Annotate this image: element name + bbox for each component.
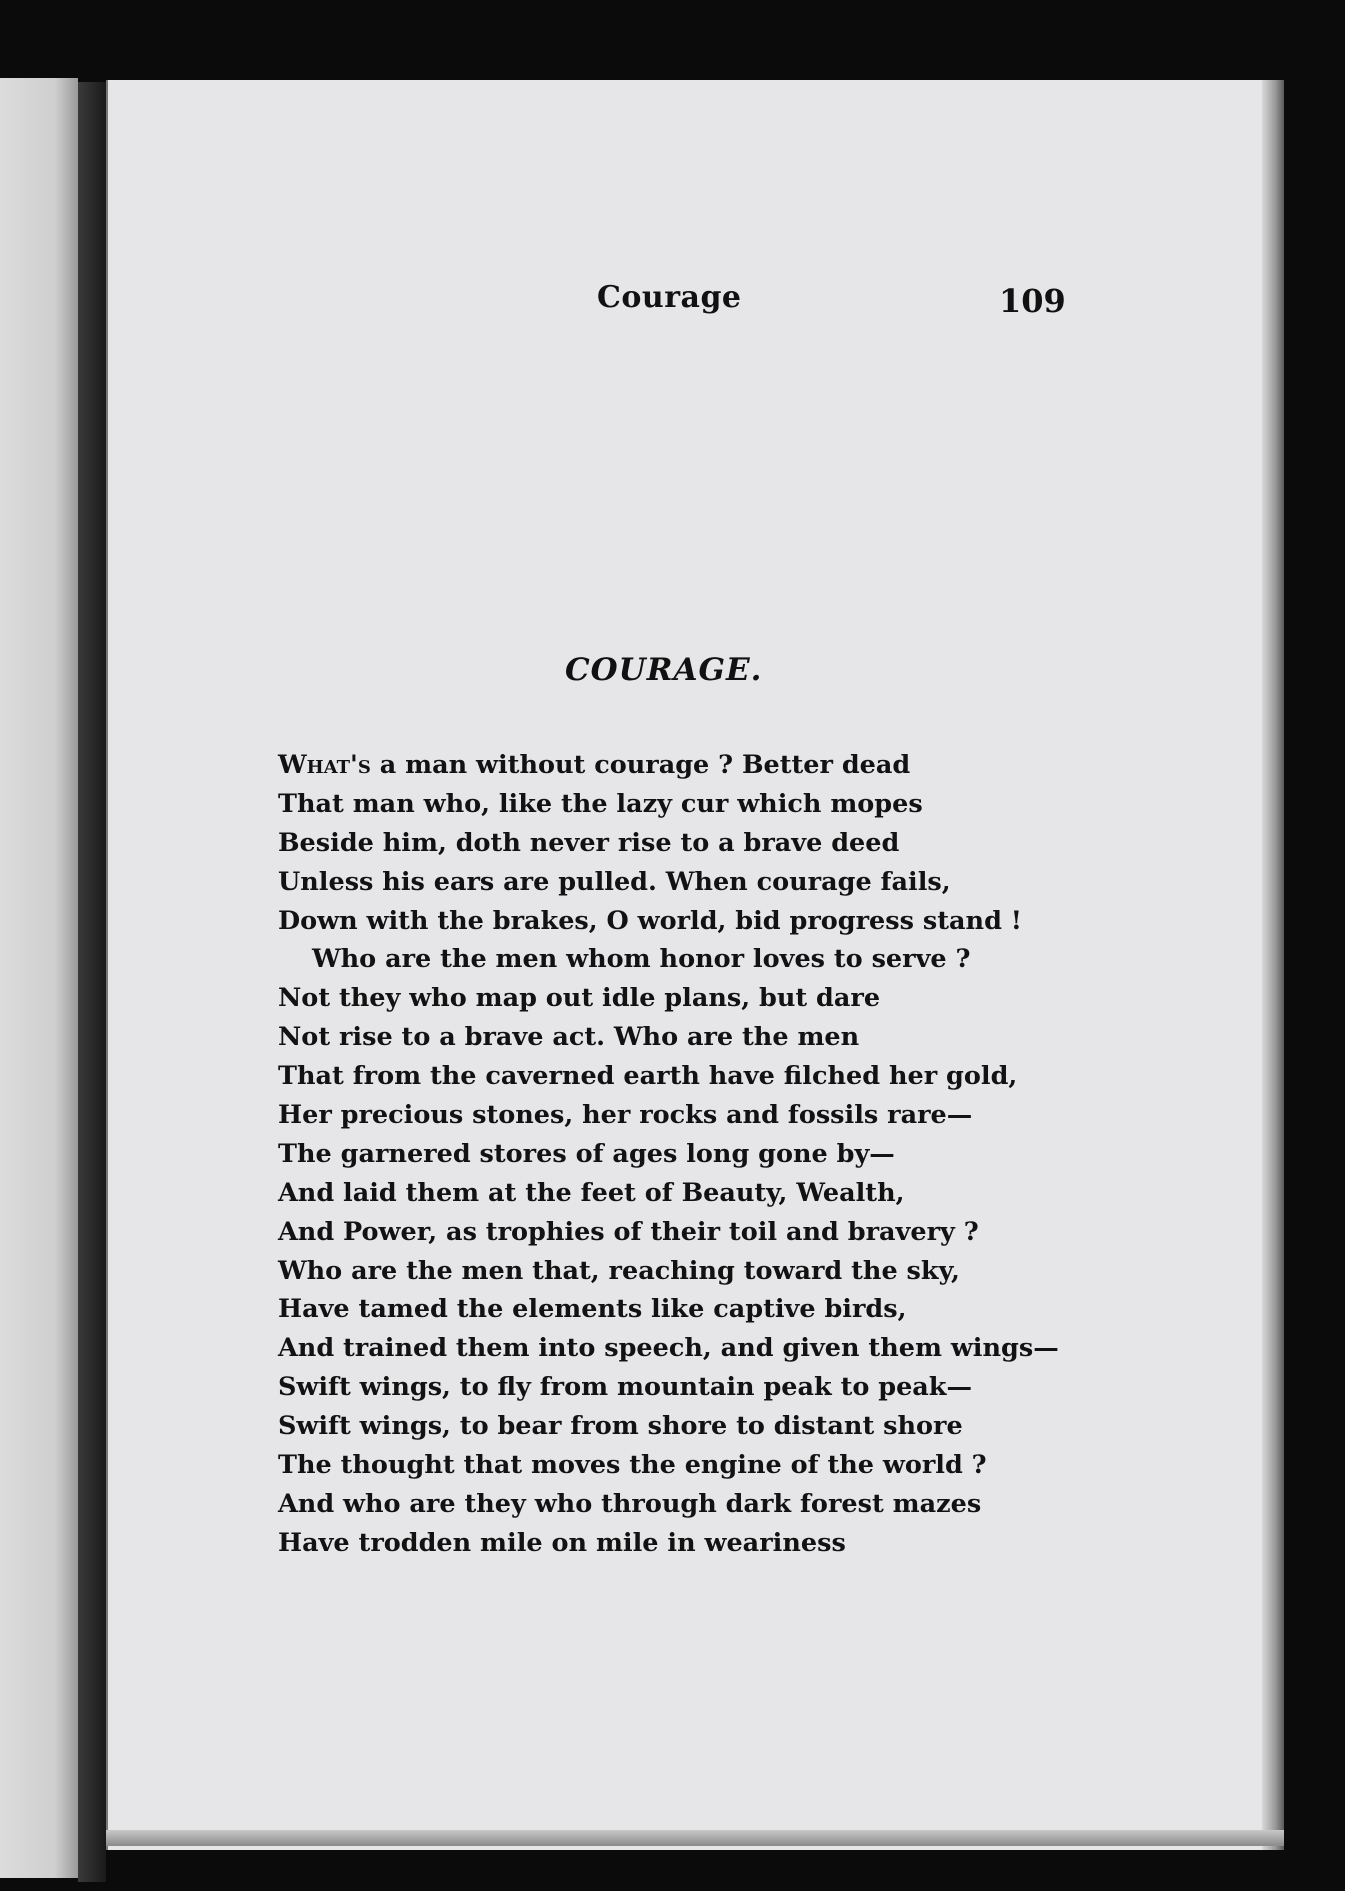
poem-line: Swift wings, to bear from shore to distant shore [278, 1411, 963, 1442]
poem-first-word: What's [278, 750, 371, 780]
page-bottom-edge [106, 1830, 1284, 1846]
poem-line [278, 746, 1038, 785]
poem-line: Swift wings, to fly from mountain peak to peak— [278, 1372, 972, 1403]
poem-line: And who are they who through dark forest mazes [278, 1488, 982, 1519]
poem-line: Have tamed the elements like captive birds, [278, 1294, 907, 1325]
poem-line: Down with the brakes, O world, bid progress stand ! [278, 905, 1022, 936]
page-right-edge [1262, 80, 1284, 1850]
poem-first-line-rest: a man without courage ? Better dead [370, 750, 911, 780]
poem-line: Not rise to a brave act. Who are the men [278, 1022, 860, 1053]
poem-line: Not they who map out idle plans, but dare [278, 983, 881, 1014]
poem-line: And trained them into speech, and given them wings— [278, 1333, 1059, 1364]
poem-body [278, 746, 1059, 1563]
poem-line: Her precious stones, her rocks and fossils rare— [278, 1100, 973, 1131]
poem-line: Who are the men whom honor loves to serve ? [312, 944, 971, 975]
poem-line: The garnered stores of ages long gone by— [278, 1138, 895, 1169]
poem-line: That from the caverned earth have filched her gold, [278, 1061, 1018, 1092]
poem-line: Have trodden mile on mile in weariness [278, 1527, 846, 1558]
poem-line: That man who, like the lazy cur which mopes [278, 788, 923, 819]
book-gutter [78, 82, 106, 1882]
running-title: Courage [597, 280, 742, 315]
poem-line: The thought that moves the engine of the world ? [278, 1450, 987, 1481]
poem-title: COURAGE. [565, 652, 763, 688]
poem-line: Beside him, doth never rise to a brave deed [278, 827, 900, 858]
poem-line: Who are the men that, reaching toward the sky, [278, 1255, 960, 1286]
poem-line: And laid them at the feet of Beauty, Wealth, [278, 1177, 905, 1208]
poem-line: And Power, as trophies of their toil and bravery ? [278, 1216, 979, 1247]
facing-page-edge [0, 78, 78, 1878]
page-number: 109 [999, 282, 1066, 320]
poem-line: Unless his ears are pulled. When courage fails, [278, 866, 951, 897]
